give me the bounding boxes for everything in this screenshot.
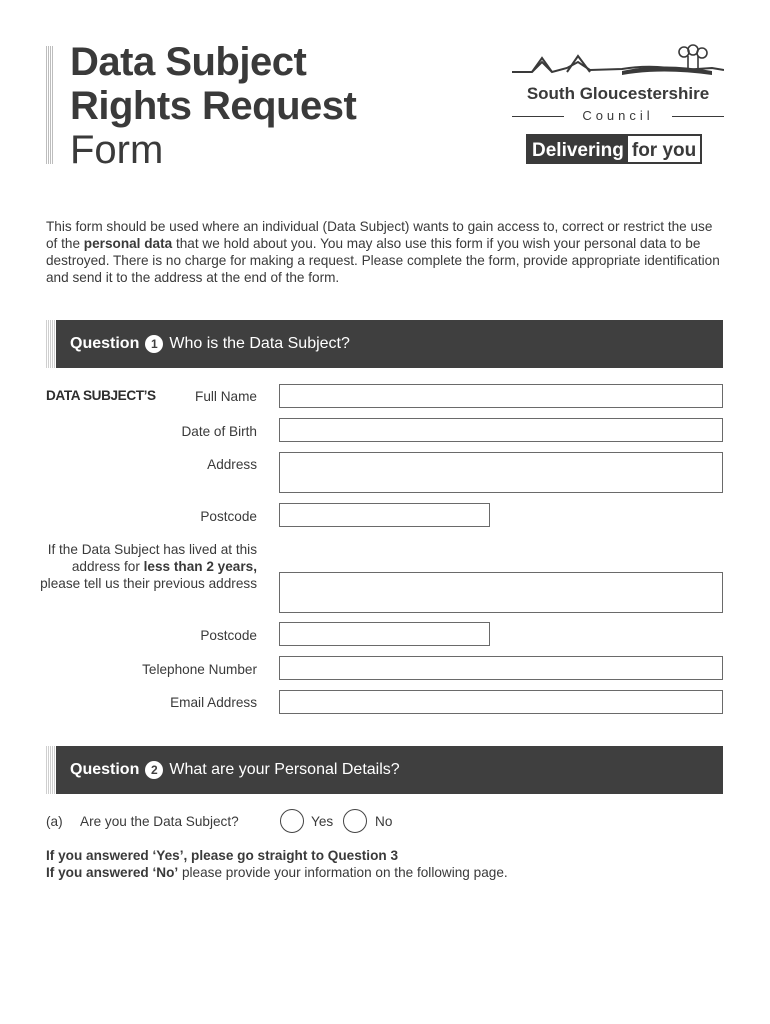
postcode-label: Postcode — [200, 509, 257, 524]
question-2-text: What are your Personal Details? — [169, 761, 400, 778]
postcode-2-input[interactable] — [279, 622, 490, 646]
previous-address-input[interactable] — [279, 572, 723, 613]
question-2a-marker: (a) — [46, 814, 63, 829]
landscape-logo-icon — [512, 44, 724, 84]
dob-input[interactable] — [279, 418, 723, 442]
slogan-part-a: Delivering — [528, 136, 628, 162]
note-no-rest: please provide your information on the following page. — [178, 865, 508, 880]
note-no-bold: If you answered ‘No’ — [46, 865, 179, 880]
note-yes — [46, 847, 398, 864]
full-name-input[interactable] — [279, 384, 723, 408]
previous-address-label — [37, 541, 257, 592]
question-1-text: Who is the Data Subject? — [169, 335, 350, 352]
no-radio[interactable] — [343, 809, 367, 833]
question-1-header — [46, 320, 723, 368]
slogan-badge — [526, 134, 702, 164]
council-subtitle — [512, 108, 724, 124]
question-1-number-badge: 1 — [145, 335, 163, 353]
question-1-label: Question — [70, 335, 140, 352]
question-2-label: Question — [70, 761, 140, 778]
note-no — [46, 864, 508, 881]
intro-text-2: that we hold about you. You may also use this form if you wish your personal data to be destroyed. There is no charge for making a request. Please complete the form, provide appropriate identification and send it to the address at the end of the form. — [46, 236, 720, 285]
data-subject-section-label: DATA SUBJECT’S — [46, 388, 156, 403]
dob-label: Date of Birth — [181, 424, 257, 439]
note-yes-text: If you answered ‘Yes’, please go straight to Question 3 — [46, 848, 399, 863]
question-1-stripe — [46, 320, 56, 368]
intro-paragraph — [46, 218, 722, 286]
question-2-number-badge: 2 — [145, 761, 163, 779]
intro-bold: personal data — [83, 236, 173, 251]
page-title — [70, 40, 356, 172]
council-logo — [512, 44, 724, 166]
email-input[interactable] — [279, 690, 723, 714]
prev-text-bold: less than 2 years, — [143, 559, 257, 574]
question-2a-text: Are you the Data Subject? — [80, 814, 239, 829]
intro-text-1: This form should be used where an individual (Data Subject) wants to gain access to, correct or restrict the use of the — [46, 219, 713, 251]
question-2-header — [46, 746, 723, 794]
postcode-input[interactable] — [279, 503, 490, 527]
title-line-3: Form — [70, 128, 164, 172]
title-accent-bar — [46, 46, 53, 164]
postcode-2-label: Postcode — [200, 628, 257, 643]
title-line-1: Data Subject — [70, 40, 307, 84]
email-label: Email Address — [170, 695, 257, 710]
full-name-label: Full Name — [195, 389, 257, 404]
telephone-input[interactable] — [279, 656, 723, 680]
telephone-label: Telephone Number — [142, 662, 257, 677]
title-line-2: Rights Request — [70, 84, 357, 128]
yes-label: Yes — [311, 814, 334, 829]
address-input[interactable] — [279, 452, 723, 493]
prev-text-a: If the Data Subject has lived at this address for — [47, 542, 257, 574]
question-2-stripe — [46, 746, 56, 794]
council-word: Council — [582, 108, 654, 123]
council-name: South Gloucestershire — [526, 84, 710, 103]
no-label: No — [375, 814, 393, 829]
address-label: Address — [207, 457, 257, 472]
prev-text-b: please tell us their previous address — [40, 576, 257, 591]
slogan-part-b: for you — [628, 136, 700, 162]
yes-radio[interactable] — [280, 809, 304, 833]
